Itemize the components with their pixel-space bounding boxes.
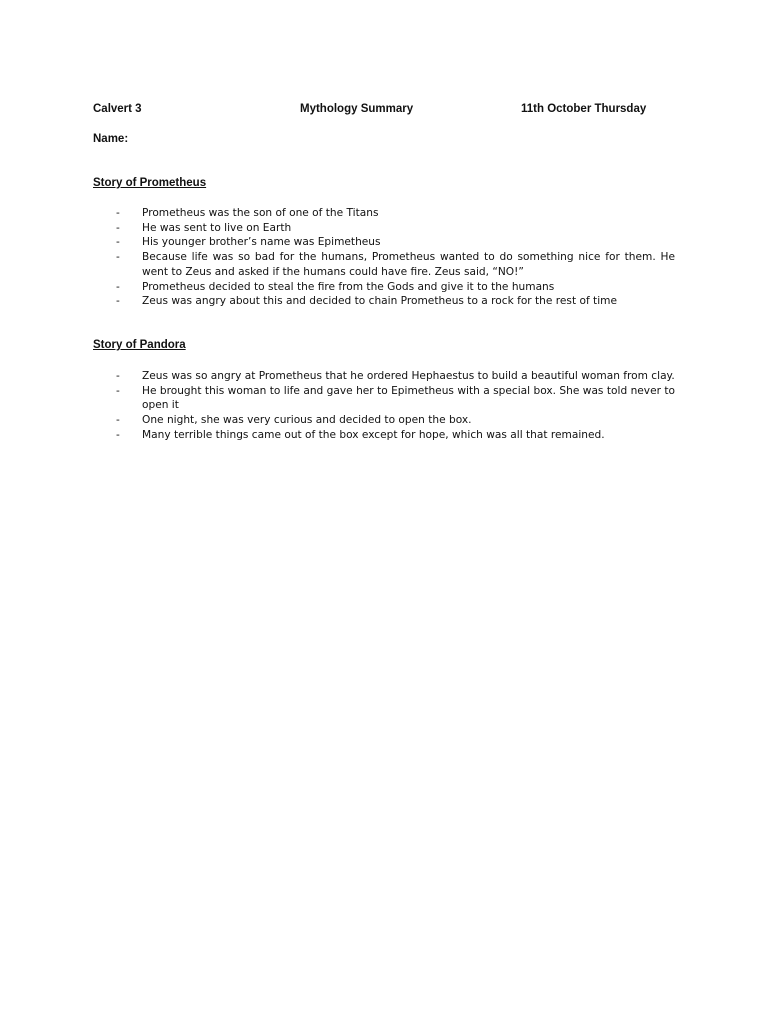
list-item-text: He was sent to live on Earth <box>142 221 292 234</box>
list-item-text: Prometheus was the son of one of the Titans <box>142 207 379 219</box>
list-item-text: His younger brother’s name was Epimetheus <box>142 236 381 249</box>
document-date: 11th October Thursday <box>521 103 647 115</box>
list-item-text: Because life was so bad for the humans, Prometheus wanted to do something nice for them. He went to Zeus and asked if the humans could have fire. Zeus said, “NO!” <box>142 251 675 278</box>
class-label: Calvert 3 <box>93 103 142 115</box>
list-item <box>116 369 675 384</box>
list-item <box>116 235 675 250</box>
bullet-dash: - <box>116 414 120 427</box>
prometheus-list <box>116 206 675 309</box>
list-item-text: One night, she was very curious and decided to open the box. <box>142 414 472 427</box>
name-label: Name: <box>93 133 129 145</box>
bullet-dash: - <box>116 370 120 382</box>
list-item-text: He brought this woman to life and gave her to Epimetheus with a special box. She was told never to open it <box>142 384 675 412</box>
bullet-dash: - <box>116 384 120 397</box>
list-item-text: Many terrible things came out of the box except for hope, which was all that remained. <box>142 428 605 441</box>
list-item-text: Zeus was so angry at Prometheus that he ordered Hephaestus to build a beautiful woman from clay. <box>142 370 675 382</box>
list-item <box>116 250 675 279</box>
bullet-dash: - <box>116 280 120 293</box>
bullet-dash: - <box>116 221 120 234</box>
list-item <box>116 221 675 236</box>
section-heading-pandora: Story of Pandora <box>93 339 186 351</box>
bullet-dash: - <box>116 207 120 219</box>
list-item <box>116 428 675 443</box>
list-item <box>116 280 675 295</box>
document-header <box>93 103 673 119</box>
pandora-list <box>116 369 675 443</box>
bullet-dash: - <box>116 251 120 264</box>
document-title: Mythology Summary <box>300 103 414 115</box>
list-item <box>116 294 675 309</box>
bullet-dash: - <box>116 295 120 308</box>
bullet-dash: - <box>116 428 120 441</box>
bullet-dash: - <box>116 236 120 249</box>
list-item <box>116 413 675 428</box>
list-item-text: Prometheus decided to steal the fire from the Gods and give it to the humans <box>142 280 555 293</box>
list-item <box>116 384 675 413</box>
list-item <box>116 206 675 221</box>
section-heading-prometheus: Story of Prometheus <box>93 177 207 189</box>
list-item-text: Zeus was angry about this and decided to chain Prometheus to a rock for the rest of time <box>142 295 617 308</box>
